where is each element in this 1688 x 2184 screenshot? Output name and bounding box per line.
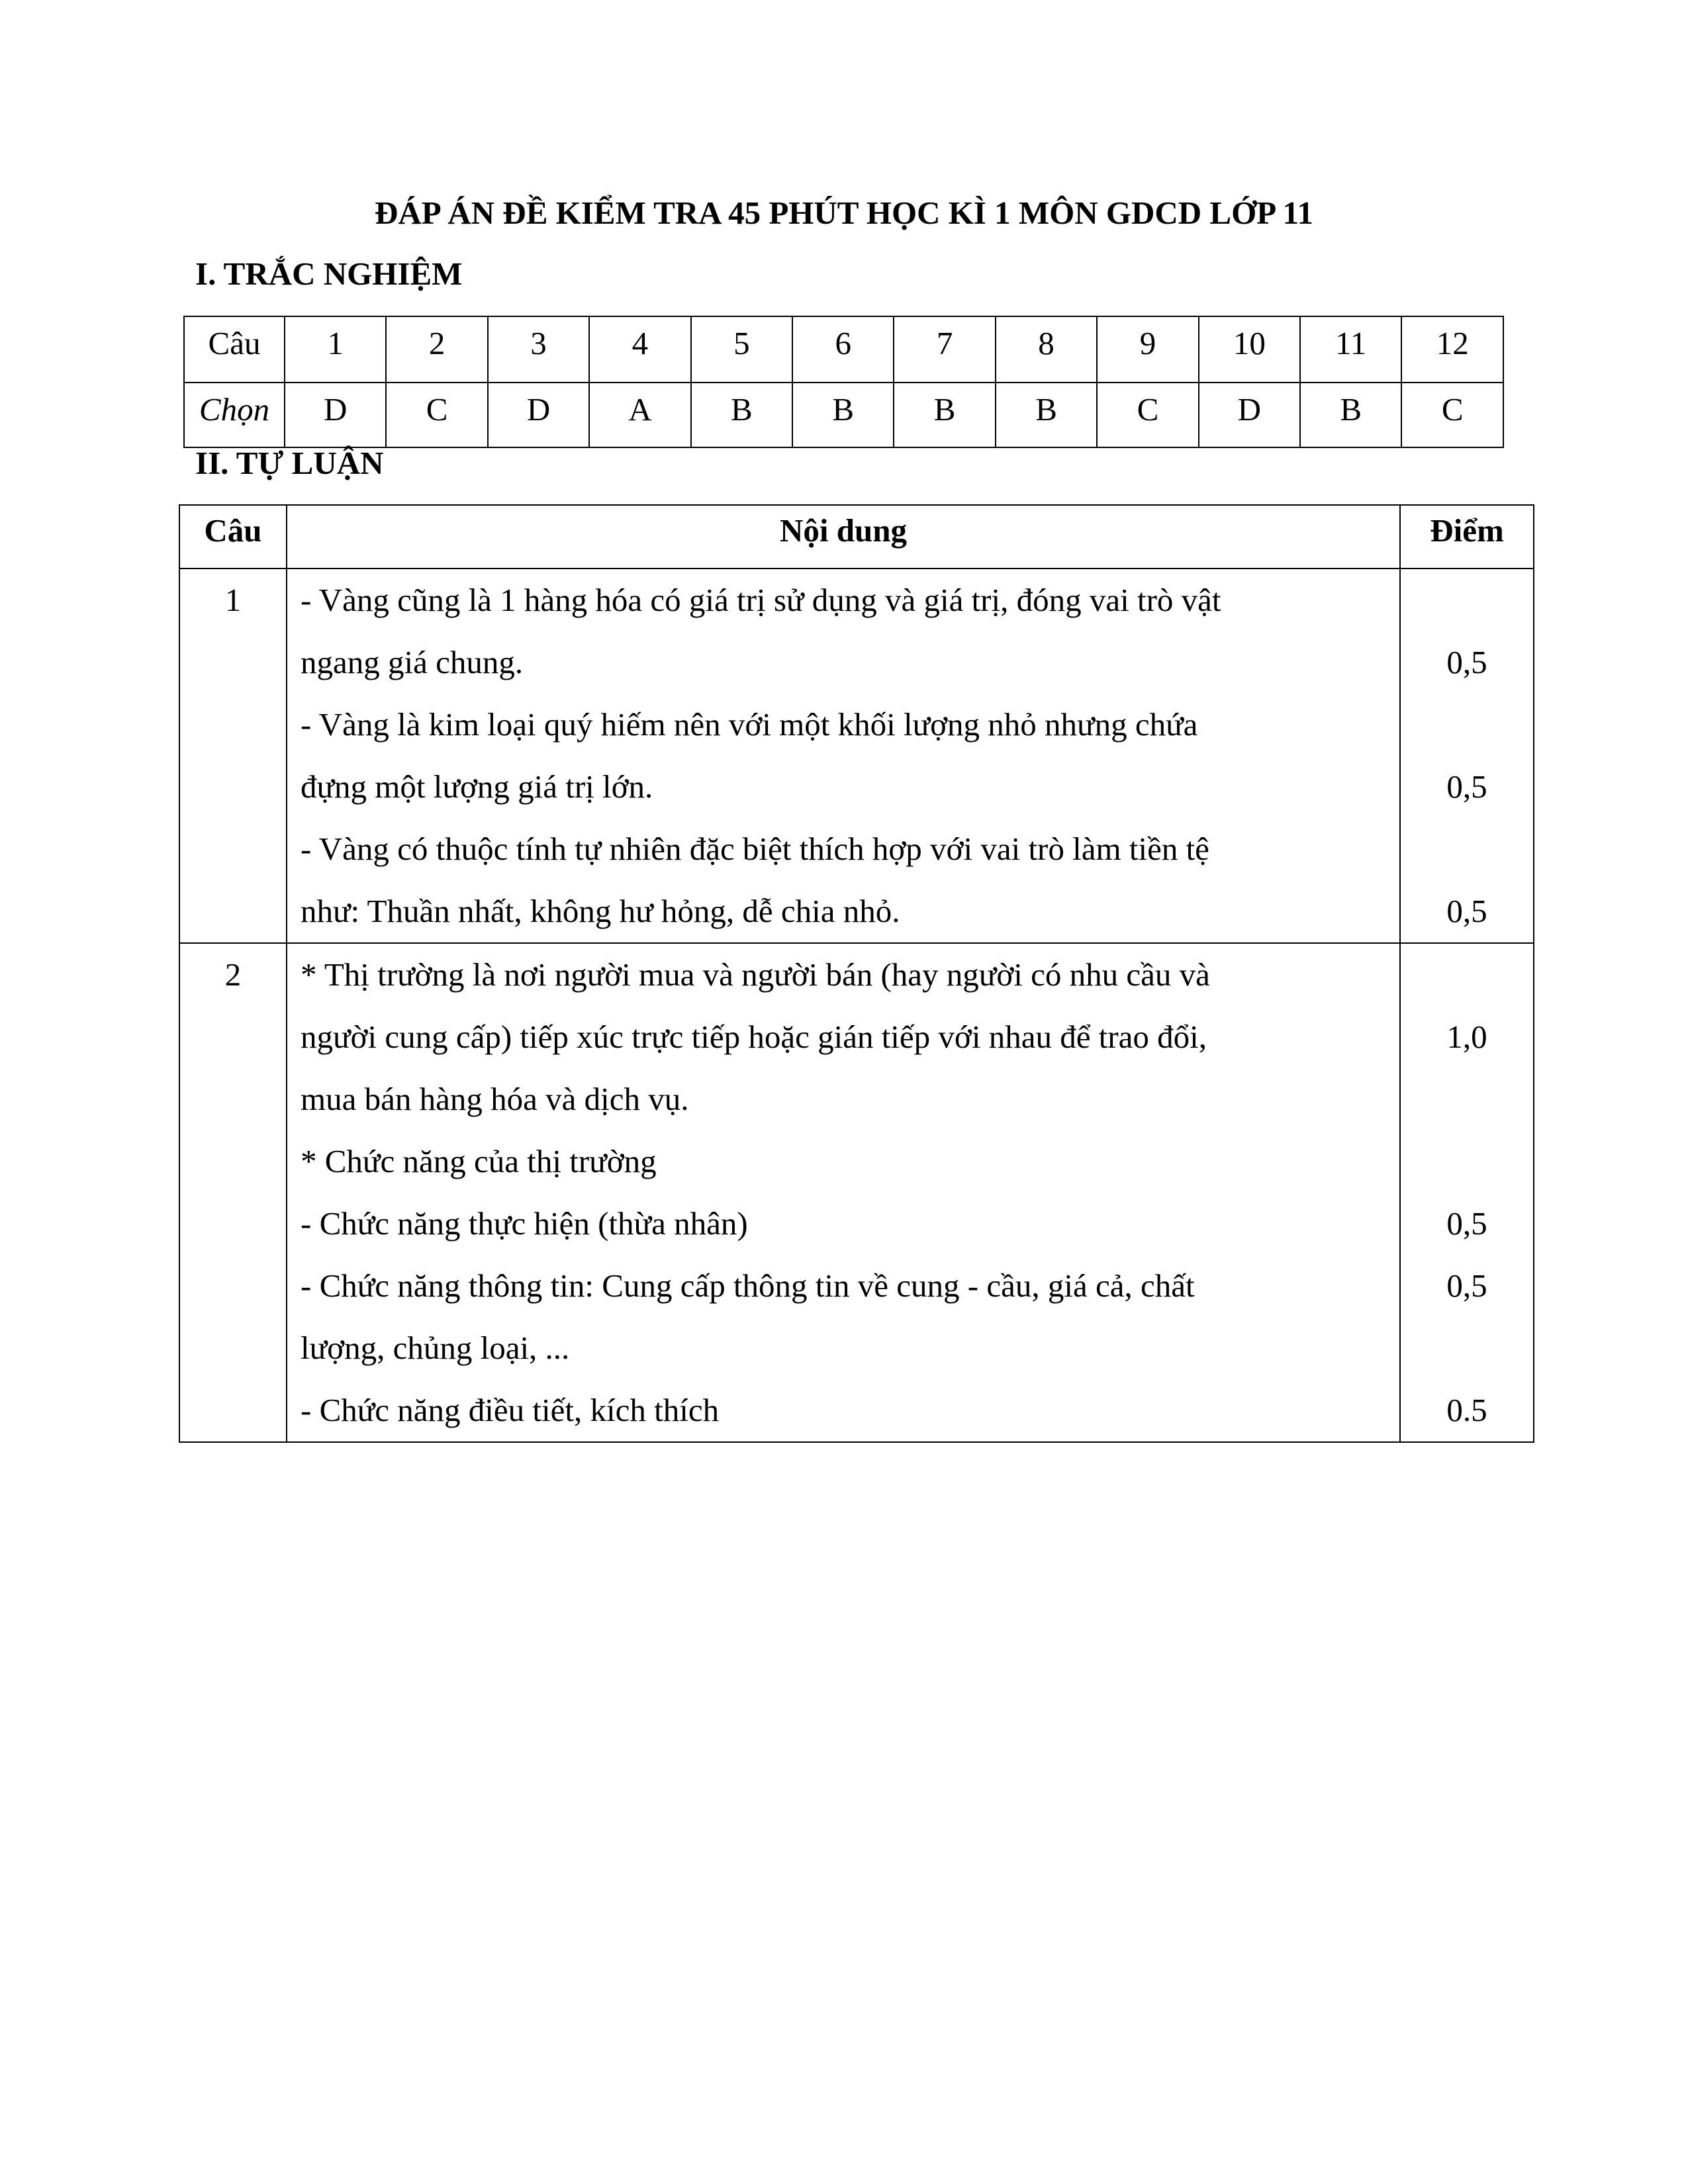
question-number-cell: 1 [285, 316, 386, 383]
question-number-row [184, 316, 1503, 383]
question-number-cell: 7 [894, 316, 995, 383]
score-value [1401, 1317, 1533, 1379]
question-number-cell: 5 [691, 316, 792, 383]
question-number-cell: 12 [1401, 316, 1503, 383]
question-number-cell: 4 [589, 316, 690, 383]
column-header-cau: Câu [179, 505, 287, 569]
essay-row-2 [179, 943, 1534, 1442]
content-line: lượng, chủng loại, ... [301, 1330, 570, 1366]
score-cell [1400, 943, 1534, 1442]
question-number-text: 2 [224, 956, 242, 993]
score-value: 0,5 [1446, 644, 1487, 680]
content-line: * Thị trường là nơi người mua và người bán (hay người có nhu cầu và [301, 956, 1210, 993]
essay-header-row [179, 505, 1534, 569]
question-label-cell: Câu [184, 316, 285, 383]
content-line: - Vàng cũng là 1 hàng hóa có giá trị sử dụng và giá trị, đóng vai trò vật [301, 582, 1221, 618]
answer-cell: B [792, 383, 894, 447]
choice-label-cell: Chọn [184, 383, 285, 447]
content-line: như: Thuần nhất, không hư hỏng, dễ chia nhỏ. [301, 893, 900, 929]
answer-choice-row [184, 383, 1503, 447]
question-number-cell: 11 [1300, 316, 1401, 383]
content-cell [287, 943, 1400, 1442]
question-number-cell: 2 [386, 316, 487, 383]
answer-cell: D [488, 383, 589, 447]
question-number-cell: 10 [1199, 316, 1300, 383]
question-number-text: 1 [224, 582, 242, 618]
score-value: 0,5 [1446, 1267, 1487, 1304]
score-cell [1400, 569, 1534, 943]
answer-cell: D [285, 383, 386, 447]
score-value [1401, 694, 1533, 756]
content-line: - Chức năng thực hiện (thừa nhân) [301, 1205, 748, 1242]
essay-grading-table [179, 504, 1534, 1443]
answer-cell: B [691, 383, 792, 447]
question-number-cell: 9 [1097, 316, 1198, 383]
column-header-noi-dung: Nội dung [287, 505, 1400, 569]
content-line: - Vàng có thuộc tính tự nhiên đặc biệt thích hợp với vai trò làm tiền tệ [301, 831, 1209, 867]
answer-cell: D [1199, 383, 1300, 447]
section-heading-tu-luan: II. TỰ LUẬN [195, 445, 384, 481]
score-value [1401, 944, 1533, 1006]
score-value: 0.5 [1446, 1392, 1487, 1428]
content-line: người cung cấp) tiếp xúc trực tiếp hoặc gián tiếp với nhau để trao đổi, [301, 1019, 1207, 1055]
question-number [179, 569, 287, 943]
answer-cell: B [1300, 383, 1401, 447]
score-value [1401, 818, 1533, 880]
score-value [1401, 1130, 1533, 1193]
score-value: 1,0 [1446, 1019, 1487, 1055]
answer-cell: A [589, 383, 690, 447]
question-number [179, 943, 287, 1442]
content-line: - Chức năng thông tin: Cung cấp thông tin về cung - cầu, giá cả, chất [301, 1267, 1195, 1304]
answer-cell: C [386, 383, 487, 447]
question-number-cell: 8 [996, 316, 1097, 383]
content-line: đựng một lượng giá trị lớn. [301, 768, 653, 805]
section-heading-trac-nghiem: I. TRẮC NGHIỆM [195, 255, 463, 292]
column-header-diem: Điểm [1400, 505, 1534, 569]
answer-cell: B [894, 383, 995, 447]
score-value: 0,5 [1446, 893, 1487, 929]
question-number-cell: 6 [792, 316, 894, 383]
score-value [1401, 1068, 1533, 1130]
page-title: ĐÁP ÁN ĐỀ KIỂM TRA 45 PHÚT HỌC KÌ 1 MÔN GDCD LỚP 11 [375, 195, 1313, 231]
question-number-cell: 3 [488, 316, 589, 383]
answer-cell: C [1401, 383, 1503, 447]
content-cell [287, 569, 1400, 943]
answer-key-table [183, 316, 1504, 448]
score-value: 0,5 [1446, 1205, 1487, 1242]
answer-cell: C [1097, 383, 1198, 447]
answer-cell: B [996, 383, 1097, 447]
content-line: mua bán hàng hóa và dịch vụ. [301, 1081, 689, 1117]
content-line: - Chức năng điều tiết, kích thích [301, 1392, 720, 1428]
content-line: - Vàng là kim loại quý hiếm nên với một khối lượng nhỏ nhưng chứa [301, 706, 1198, 743]
essay-row-1 [179, 569, 1534, 943]
content-line: ngang giá chung. [301, 644, 524, 680]
score-value: 0,5 [1446, 768, 1487, 805]
content-line: * Chức năng của thị trường [301, 1143, 657, 1179]
score-value [1401, 569, 1533, 631]
